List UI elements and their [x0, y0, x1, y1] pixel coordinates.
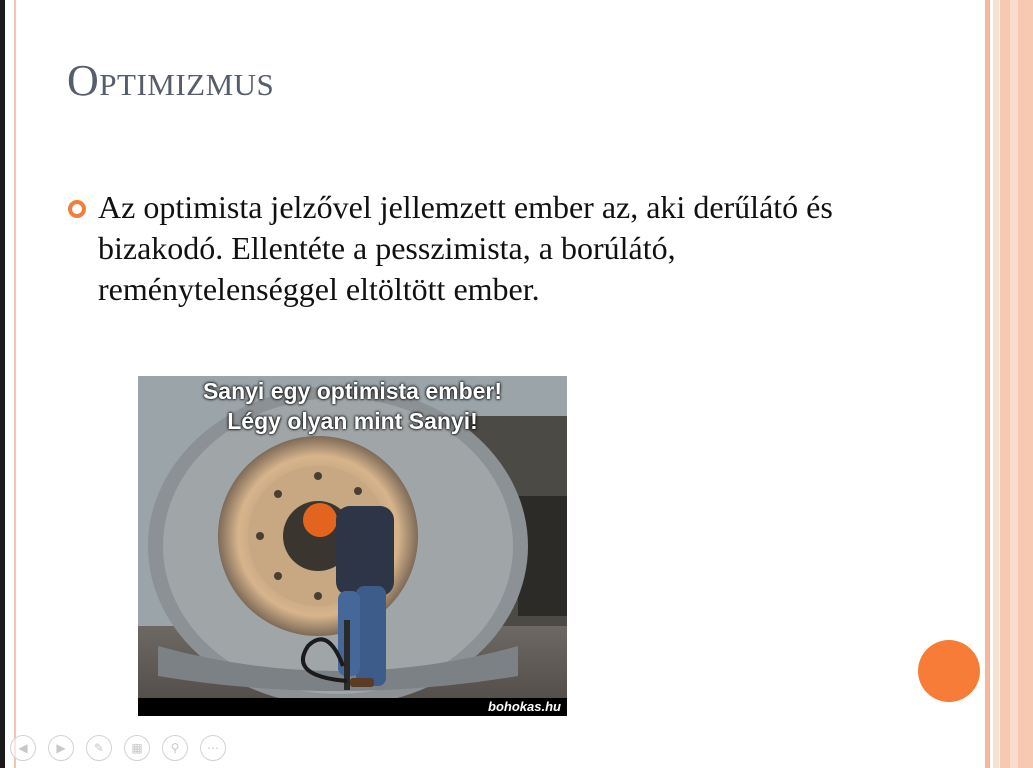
- photo-caption-line2: Légy olyan mint Sanyi!: [227, 408, 478, 434]
- zoom-icon[interactable]: ⚲: [162, 735, 188, 761]
- photo-watermark: bohokas.hu: [138, 698, 567, 716]
- more-icon[interactable]: ⋯: [200, 735, 226, 761]
- left-border: [0, 0, 5, 768]
- decorative-orange-circle: [918, 640, 980, 702]
- left-accent-line: [14, 0, 16, 768]
- tire-photo: [138, 376, 567, 716]
- bullet-icon: [68, 200, 86, 218]
- right-stripe: [993, 0, 999, 768]
- pen-icon[interactable]: ✎: [86, 735, 112, 761]
- photo-caption-line1: Sanyi egy optimista ember!: [202, 378, 503, 404]
- right-stripe: [985, 0, 990, 768]
- right-stripe: [1010, 0, 1018, 768]
- bullet-text: Az optimista jelzővel jellemzett ember az, aki derűlátó és bizakodó. Ellentéte a pesszimista, a borúlátó, reménytelenséggel eltöltött ember.: [98, 189, 833, 307]
- previous-icon[interactable]: ◀: [10, 735, 36, 761]
- next-icon[interactable]: ▶: [48, 735, 74, 761]
- slide-title: Optimizmus: [67, 56, 275, 105]
- slides-icon[interactable]: ▦: [124, 735, 150, 761]
